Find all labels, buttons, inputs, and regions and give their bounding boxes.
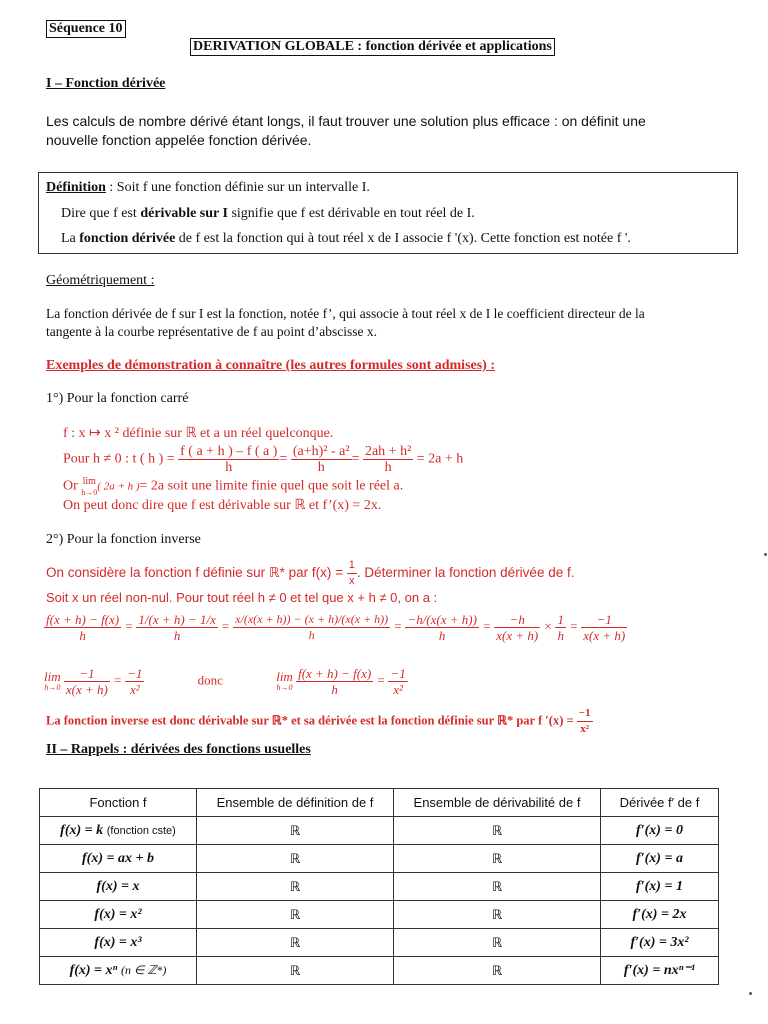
- example1-result: = 2a + h: [416, 451, 464, 467]
- derivation-equation: $\frac{f(x + h) - f(x)}{h}$ = $\frac{1/(x + h) - 1/x}{h}$ = $\frac{x/(x(x + h)) - (x + h)/(x(x + h))}{h}$ = $\frac{-h/(x(x + h))}{h}$ = $\frac{-h}{x(x + h)}$ × $\frac{1}{h}$ = $\frac{-1}{x(x + h)}$: [46, 612, 626, 643]
- definition-text-2b: dérivable sur I: [140, 206, 228, 221]
- table-row: f(x) = x³ ℝ ℝ f′(x) = 3x²: [40, 929, 719, 957]
- examples-heading: Exemples de démonstration à connaître (les autres formules sont admises) :: [46, 358, 496, 373]
- geometry-heading: Géométriquement :: [46, 273, 155, 288]
- example2-line-1: On considère la fonction f définie sur ℝ* par f(x) = $\frac{1}{x}$ . Déterminer la fonction dérivée de f.: [46, 559, 575, 587]
- definition-text-1: : Soit f une fonction définie sur un intervalle I.: [105, 180, 370, 195]
- intro-line-2: nouvelle fonction appelée fonction dérivée.: [46, 132, 312, 148]
- example1-fraction-3: $\frac{\text{2ah + h²}}{h}$: [364, 444, 412, 475]
- table-header-row: [40, 789, 719, 817]
- example1-fraction-2: $\frac{\text{(a+h)² - a²}}{h}$: [292, 444, 350, 475]
- definition-text-2c: signifie que f est dérivable en tout réel de I.: [227, 206, 475, 221]
- definition-line-3: [61, 231, 631, 247]
- table-row: f(x) = x ℝ ℝ f′(x) = 1: [40, 873, 719, 901]
- definition-line-2: [61, 206, 475, 222]
- table-header-differentiability: Ensemble de dérivabilité de f: [394, 789, 601, 817]
- example1-line-2: Pour h ≠ 0 : t ( h ) = $\frac{f ( a + h ) - f ( a )}{h}$ = $\frac{\text{(a+h)² - a²}}{h}$ = $\frac{\text{2ah + h²}}{h}$ = 2a + h: [63, 444, 464, 475]
- definition-text-2a: Dire que f est: [61, 206, 141, 221]
- table-row: f(x) = xⁿ (n ∈ ℤ*) ℝ ℝ f′(x) = nxⁿ⁻¹: [40, 957, 719, 985]
- example1-line-3: Or lim h→0 ( 2a + h )= 2a soit une limite finie quel que soit le réel a.: [63, 476, 404, 497]
- limit-2: lim h→0: [276, 669, 293, 692]
- geometry-line-2: tangente à la courbe représentative de f au point d’abscisse x.: [46, 324, 377, 339]
- table-row: f(x) = ax + b ℝ ℝ f′(x) = a: [40, 845, 719, 873]
- page-title: DERIVATION GLOBALE : fonction dérivée et applications: [190, 38, 555, 56]
- definition-line-1: [46, 180, 370, 196]
- definition-label: Définition: [46, 180, 106, 195]
- section2-heading: II – Rappels : dérivées des fonctions usuelles: [46, 742, 311, 757]
- table-row: f(x) = k (fonction cste) ℝ ℝ f′(x) = 0: [40, 817, 719, 845]
- limit-1: lim h→0: [44, 669, 61, 692]
- example1-line-1: f : x ↦ x ² définie sur ℝ et a un réel quelconque.: [63, 426, 334, 441]
- example1-limit: lim h→0: [81, 476, 98, 497]
- definition-text-3a: La: [61, 231, 80, 246]
- limits-line: lim h→0 $\frac{-1}{x(x + h)}$ = $\frac{-1}{\text{x²}}$ donc lim h→0 $\frac{f(x + h) - f(x)}{h}$ = $\frac{-1}{\text{x²}}$: [44, 666, 406, 697]
- table-header-derivative: Dérivée f′ de f: [601, 789, 719, 817]
- table-header-function: Fonction f: [40, 789, 197, 817]
- example2-line-2: Soit x un réel non-nul. Pour tout réel h ≠ 0 et tel que x + h ≠ 0, on a :: [46, 590, 438, 605]
- table-header-domain: Ensemble de définition de f: [197, 789, 394, 817]
- sequence-label: Séquence 10: [46, 20, 126, 38]
- table-row: f(x) = x² ℝ ℝ f′(x) = 2x: [40, 901, 719, 929]
- derivatives-table: [39, 788, 719, 985]
- section1-heading: I – Fonction dérivée: [46, 76, 166, 91]
- inverse-conclusion: La fonction inverse est donc dérivable sur ℝ* et sa dérivée est la fonction définie sur ℝ* par f ′(x) = $\frac{-1}{\text{x²}}$: [46, 707, 591, 735]
- scan-speck: [749, 992, 752, 995]
- intro-line-1: Les calculs de nombre dérivé étant longs, il faut trouver une solution plus efficace : on définit une: [46, 113, 646, 129]
- example1-fraction-1: $\frac{f ( a + h ) - f ( a )}{h}$: [180, 444, 278, 475]
- example1-prefix: Pour h ≠ 0 : t ( h ) =: [63, 451, 175, 467]
- example2-fraction-inverse: $\frac{1}{x}$: [348, 559, 355, 587]
- scan-speck: [764, 553, 767, 556]
- example1-title: 1°) Pour la fonction carré: [46, 391, 189, 406]
- definition-text-3b: fonction dérivée: [79, 231, 176, 246]
- geometry-line-1: La fonction dérivée de f sur I est la fonction, notée f’, qui associe à tout réel x de I le coefficient directeur de la: [46, 306, 645, 321]
- example2-title: 2°) Pour la fonction inverse: [46, 532, 201, 547]
- definition-text-3c: de f est la fonction qui à tout réel x de I associe f '(x). Cette fonction est notée f '.: [175, 231, 631, 246]
- example1-line-4: On peut donc dire que f est dérivable sur ℝ et f’(x) = 2x.: [63, 498, 382, 513]
